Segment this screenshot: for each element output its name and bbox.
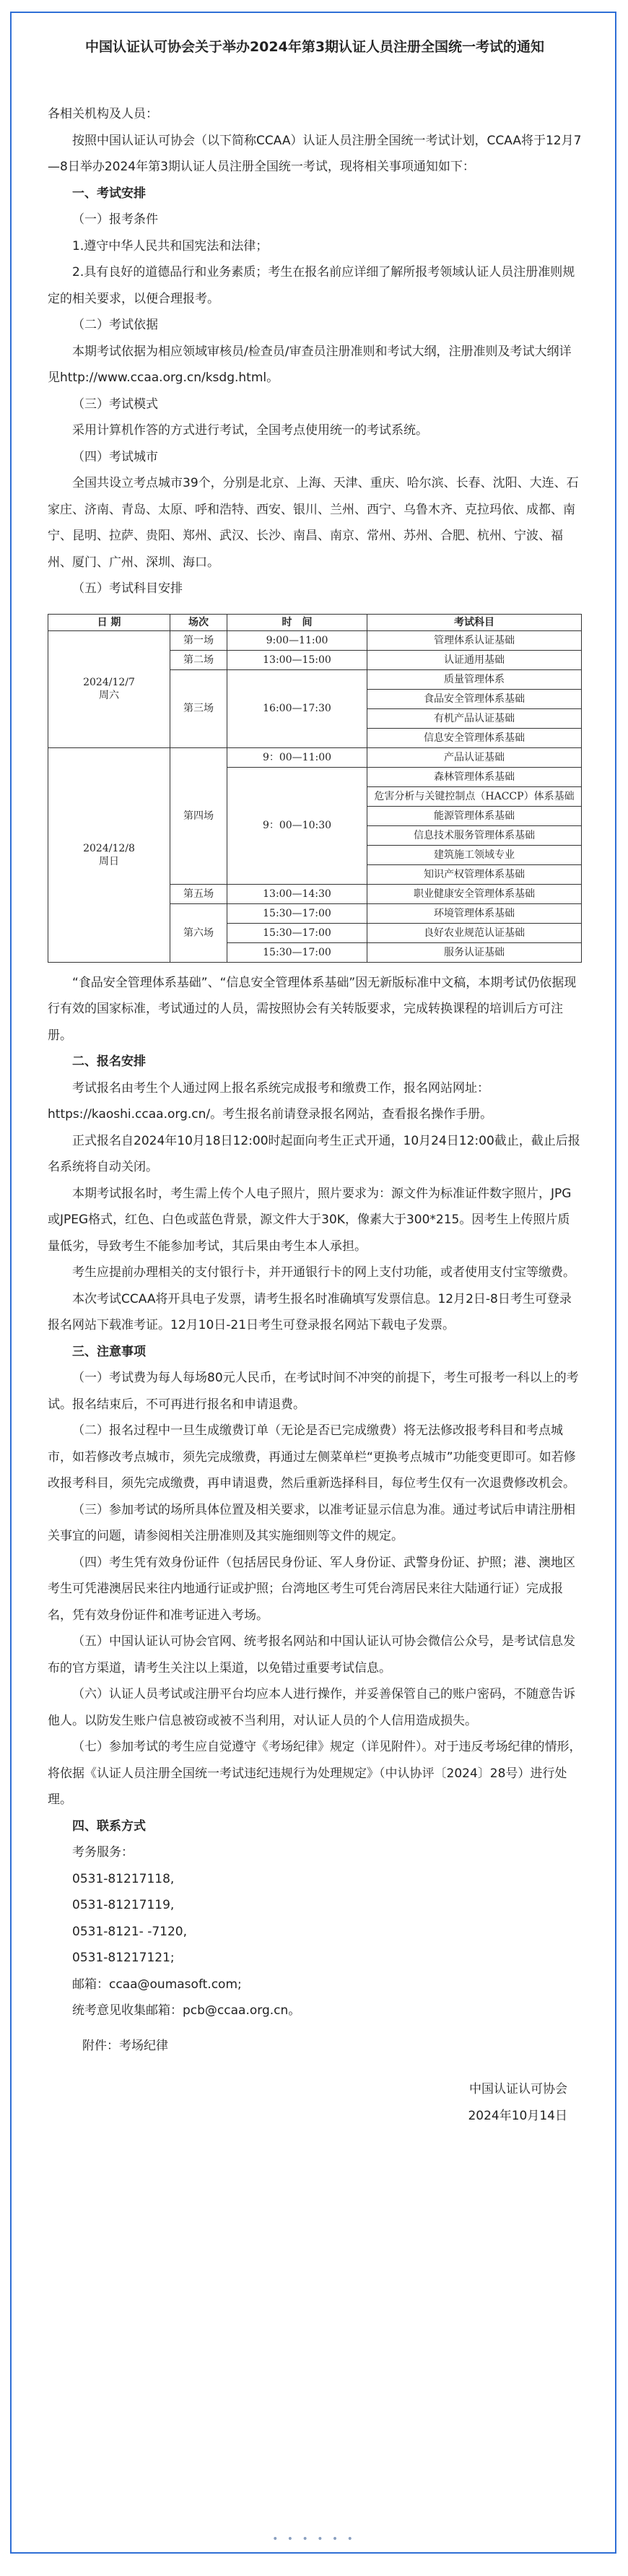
- footer-dots: • • • • • •: [272, 2533, 356, 2545]
- subject-cell: 能源管理体系基础: [367, 806, 582, 825]
- section-heading: 一、考试安排: [72, 186, 146, 201]
- contact-email: 邮箱：ccaa@oumasoft.com;: [72, 1977, 242, 1992]
- paragraph: 本期考试依据为相应领域审核员/检查员/审查员注册准则和考试大纲，注册准则及考试大纲详见http://www.ccaa.org.cn/ksdg.html。: [48, 344, 572, 385]
- attachment-link[interactable]: 附件：考场纪律: [82, 2038, 168, 2053]
- paragraph: 考生应提前办理相关的支付银行卡，并开通银行卡的网上支付功能，或者使用支付宝等缴费。: [72, 1265, 575, 1280]
- issue-date: 2024年10月14日: [468, 2108, 567, 2123]
- paragraph: （七）参加考试的考生应自觉遵守《考场纪律》规定（详见附件）。对于违反考场纪律的情形，将依据《认证人员注册全国统一考试违纪违规行为处理规定》（中认协评〔2024〕28号）进行处理。: [48, 1740, 582, 1807]
- subject-cell: 信息安全管理体系基础: [367, 728, 582, 747]
- section-heading: 四、联系方式: [72, 1818, 146, 1834]
- paragraph: 本次考试CCAA将开具电子发票，请考生报名时准确填写发票信息。12月2日-8日考生可登录报名网站下载准考证。12月10日-21日考生可登录报名网站下载电子发票。: [48, 1291, 572, 1332]
- table-header: 日 期: [48, 614, 170, 630]
- subject-cell: 良好农业规范认证基础: [367, 923, 582, 942]
- subject-cell: 食品安全管理体系基础: [367, 689, 582, 708]
- signer: 中国认证认可协会: [469, 2082, 567, 2096]
- subject-cell: 知识产权管理体系基础: [367, 864, 582, 884]
- subject-cell: 服务认证基础: [367, 942, 582, 962]
- phone-number: 0531-81217118,: [72, 1871, 175, 1886]
- table-row: [48, 630, 582, 650]
- date-cell: 2024/12/8 周日: [48, 747, 170, 962]
- phone-number: 0531-81217119,: [72, 1898, 175, 1912]
- paragraph: 采用计算机作答的方式进行考试，全国考点使用统一的考试系统。: [72, 423, 428, 438]
- session-cell: 第一场: [170, 630, 227, 650]
- subject-cell: 有机产品认证基础: [367, 708, 582, 728]
- session-cell: 第五场: [170, 884, 227, 903]
- session-cell: 第三场: [170, 669, 227, 747]
- salutation: 各相关机构及人员：: [48, 107, 158, 121]
- table-note: “食品安全管理体系基础”、“信息安全管理体系基础”因无新版标准中文稿，本期考试仍依据现行有效的国家标准，考试通过的人员，需按照协会有关转版要求，完成转换课程的培训后方可注册。: [48, 975, 577, 1043]
- table-header-row: [48, 614, 582, 630]
- subject-cell: 环境管理体系基础: [367, 903, 582, 923]
- session-cell: 第二场: [170, 650, 227, 669]
- phone-number: 0531-8121- -7120,: [72, 1924, 188, 1939]
- subsection-title: （二）考试依据: [72, 318, 158, 332]
- subject-cell: 危害分析与关键控制点（HACCP）体系基础: [367, 786, 582, 806]
- subsection-title: （三）考试模式: [72, 396, 158, 412]
- subsection-title: （四）考试城市: [72, 449, 158, 464]
- paragraph: （一）考试费为每人每场80元人民币，在考试时间不冲突的前提下，考生可报考一科以上的考试。报名结束后，不可再进行报名和申请退费。: [48, 1371, 579, 1412]
- session-cell: 第六场: [170, 903, 227, 962]
- time-cell: 16:00—17:30: [227, 669, 367, 747]
- time-cell: 9：00—10:30: [227, 767, 367, 884]
- article-frame: [10, 12, 616, 2554]
- phone-number: 0531-81217121;: [72, 1951, 175, 1965]
- time-cell: 13:00—15:00: [227, 650, 367, 669]
- paragraph: （六）认证人员考试或注册平台均应本人进行操作，并妥善保管自己的账户密码，不随意告诉他人。以防发生账户信息被窃或被不当利用，对认证人员的个人信用造成损失。: [48, 1687, 575, 1728]
- intro-paragraph: 按照中国认证认可协会（以下简称CCAA）认证人员注册全国统一考试计划，CCAA将于12月7—8日举办2024年第3期认证人员注册全国统一考试，现将相关事项通知如下：: [48, 133, 582, 174]
- table-row: [48, 747, 582, 767]
- section-heading: 二、报名安排: [72, 1054, 146, 1069]
- subject-cell: 认证通用基础: [367, 650, 582, 669]
- feedback-email: 统考意见收集邮箱：pcb@ccaa.org.cn。: [72, 2003, 301, 2018]
- table-header: 时 间: [227, 614, 367, 630]
- subject-cell: 质量管理体系: [367, 669, 582, 689]
- session-cell: 第四场: [170, 747, 227, 884]
- paragraph: 正式报名自2024年10月18日12:00时起面向考生正式开通，10月24日12:00截止，截止后报名系统将自动关闭。: [48, 1133, 580, 1174]
- subsection-title: （一）报考条件: [72, 212, 158, 227]
- subject-cell: 森林管理体系基础: [367, 767, 582, 786]
- section-heading: 三、注意事项: [72, 1344, 146, 1359]
- time-cell: 9：00—11:00: [227, 747, 367, 767]
- subject-cell: 信息技术服务管理体系基础: [367, 825, 582, 845]
- subject-cell: 建筑施工领域专业: [367, 845, 582, 864]
- subject-cell: 产品认证基础: [367, 747, 582, 767]
- time-cell: 15:30—17:00: [227, 942, 367, 962]
- paragraph: 2.具有良好的道德品行和业务素质；考生在报名前应详细了解所报考领域认证人员注册准则规定的相关要求，以便合理报考。: [48, 265, 575, 306]
- time-cell: 13:00—14:30: [227, 884, 367, 903]
- time-cell: 15:30—17:00: [227, 923, 367, 942]
- subsection-title: （五）考试科目安排: [72, 581, 183, 596]
- time-cell: 15:30—17:00: [227, 903, 367, 923]
- article-body: [48, 27, 582, 2129]
- paragraph: 本期考试报名时，考生需上传个人电子照片，照片要求为：源文件为标准证件数字照片，JPG或JPEG格式，红色、白色或蓝色背景，源文件大于30K，像素大于300*215。因考生上传照片质量低劣，导致考生不能参加考试，其后果由考生本人承担。: [48, 1186, 572, 1254]
- paragraph: （五）中国认证认可协会官网、统考报名网站和中国认证认可协会微信公众号，是考试信息发布的官方渠道，请考生关注以上渠道，以免错过重要考试信息。: [48, 1634, 575, 1675]
- table-header: 考试科目: [367, 614, 582, 630]
- date-cell: 2024/12/7 周六: [48, 630, 170, 747]
- contact-label: 考务服务：: [72, 1845, 134, 1860]
- paragraph: （四）考生凭有效身份证件（包括居民身份证、军人身份证、武警身份证、护照；港、澳地区考生可凭港澳居民来往内地通行证或护照；台湾地区考生可凭台湾居民来往大陆通行证）完成报名，凭有效身份证件和准考证进入考场。: [48, 1555, 575, 1623]
- paragraph: 1.遵守中华人民共和国宪法和法律；: [72, 238, 269, 253]
- exam-schedule-table: [48, 614, 582, 963]
- table-header: 场次: [170, 614, 227, 630]
- paragraph: 考试报名由考生个人通过网上报名系统完成报考和缴费工作，报名网站网址：https://kaoshi.ccaa.org.cn/。考生报名前请登录报名网站，查看报名操作手册。: [48, 1080, 493, 1122]
- paragraph: （三）参加考试的场所具体位置及相关要求，以准考证显示信息为准。通过考试后申请注册相关事宜的问题，请参阅相关注册准则及其实施细则等文件的规定。: [48, 1502, 575, 1543]
- time-cell: 9:00—11:00: [227, 630, 367, 650]
- subject-cell: 管理体系认证基础: [367, 630, 582, 650]
- page-title: 中国认证认可协会关于举办2024年第3期认证人员注册全国统一考试的通知: [84, 39, 545, 55]
- city-list: 全国共设立考点城市39个，分别是北京、上海、天津、重庆、哈尔滨、长春、沈阳、大连、石家庄、济南、青岛、太原、呼和浩特、西安、银川、兰州、西宁、乌鲁木齐、克拉玛依、成都、南宁、昆明、拉萨、贵阳、郑州、武汉、长沙、南昌、南京、常州、苏州、合肥、杭州、宁波、福州、厦门、广州、深圳、海口。: [48, 476, 579, 570]
- subject-cell: 职业健康安全管理体系基础: [367, 884, 582, 903]
- paragraph: （二）报名过程中一旦生成缴费订单（无论是否已完成缴费）将无法修改报考科目和考点城市，如若修改考点城市，须先完成缴费，再通过左侧菜单栏“更换考点城市”功能变更即可。如若修改报考科目，须先完成缴费，再申请退费，然后重新选择科目，每位考生仅有一次退费修改机会。: [48, 1423, 576, 1491]
